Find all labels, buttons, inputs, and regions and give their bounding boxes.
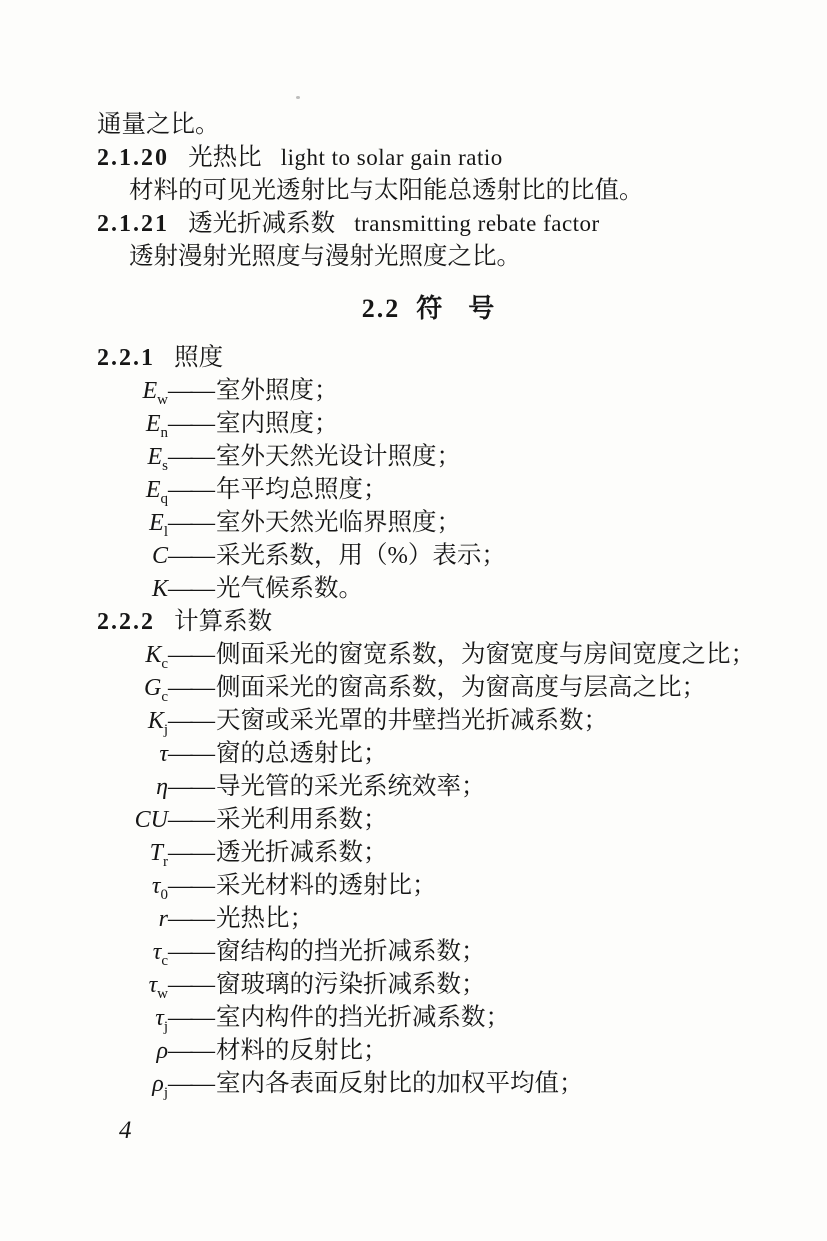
symbol bbox=[97, 474, 168, 507]
symbol-row bbox=[97, 1067, 787, 1100]
symbol-description: 窗玻璃的污染折减系数； bbox=[216, 971, 486, 998]
scan-speck bbox=[296, 96, 300, 99]
symbol bbox=[97, 441, 168, 474]
symbol-base: K bbox=[147, 708, 164, 734]
symbol-row bbox=[97, 935, 787, 968]
term-name-en: transmitting rebate factor bbox=[354, 211, 600, 236]
symbol-subscript: r bbox=[163, 853, 168, 870]
symbol-row bbox=[97, 638, 787, 671]
dash: —— bbox=[168, 377, 213, 404]
term-name-zh: 透光折减系数 bbox=[188, 210, 336, 237]
symbol-base: K bbox=[145, 642, 162, 668]
symbol bbox=[97, 1035, 168, 1068]
term-entry bbox=[97, 141, 787, 207]
term-heading-line bbox=[97, 141, 787, 174]
symbol bbox=[97, 870, 168, 903]
symbol bbox=[97, 705, 168, 738]
section-heading bbox=[83, 292, 773, 326]
carryover-text: 通量之比。 bbox=[97, 111, 220, 138]
symbol-row bbox=[97, 440, 787, 473]
term-heading-line bbox=[97, 207, 787, 240]
symbol-description: 光气候系数。 bbox=[216, 575, 363, 602]
dash: —— bbox=[168, 641, 213, 668]
symbol-row bbox=[97, 1001, 787, 1034]
symbol-row bbox=[97, 572, 787, 605]
symbol-base: E bbox=[147, 444, 163, 470]
symbol-description: 室内构件的挡光折减系数； bbox=[216, 1004, 510, 1031]
symbol-base: E bbox=[142, 378, 158, 404]
symbol-list-coefficients bbox=[97, 638, 787, 1100]
symbol-base: ρ bbox=[156, 1038, 168, 1064]
term-number: 2.1.20 bbox=[97, 145, 169, 171]
page-number: 4 bbox=[119, 1117, 132, 1144]
symbol bbox=[97, 540, 168, 573]
symbol-description: 室内各表面反射比的加权平均值； bbox=[216, 1070, 584, 1097]
dash: —— bbox=[168, 740, 213, 767]
symbol-row bbox=[97, 539, 787, 572]
symbol-subscript: j bbox=[163, 721, 168, 738]
term-name-en: light to solar gain ratio bbox=[280, 145, 503, 170]
dash: —— bbox=[168, 674, 213, 701]
symbol-base: τ bbox=[155, 1005, 164, 1031]
symbol-base: ρ bbox=[152, 1071, 164, 1097]
symbol bbox=[97, 1002, 168, 1035]
symbol-description: 采光系数，用（%）表示； bbox=[216, 542, 506, 569]
symbol bbox=[97, 375, 168, 408]
symbol-description: 侧面采光的窗高系数，为窗高度与层高之比； bbox=[216, 674, 706, 701]
symbol-row bbox=[97, 968, 787, 1001]
symbol-row bbox=[97, 704, 787, 737]
symbol bbox=[97, 771, 168, 804]
term-name-zh: 光热比 bbox=[188, 144, 262, 171]
symbol-description: 材料的反射比； bbox=[216, 1037, 388, 1064]
symbol-description: 天窗或采光罩的井壁挡光折减系数； bbox=[216, 707, 608, 734]
symbol-row bbox=[97, 869, 787, 902]
symbol-description: 光热比； bbox=[216, 905, 314, 932]
symbol-base: τ bbox=[159, 741, 168, 767]
dash: —— bbox=[168, 575, 213, 602]
symbol-base: τ bbox=[151, 873, 161, 899]
symbol-description: 室外天然光设计照度； bbox=[216, 443, 461, 470]
section-title: 符 号 bbox=[416, 294, 495, 323]
subsection-number: 2.2.2 bbox=[97, 609, 155, 635]
dash: —— bbox=[168, 872, 213, 899]
symbol-description: 透光折减系数； bbox=[216, 839, 388, 866]
dash: —— bbox=[168, 443, 213, 470]
symbol-row bbox=[97, 671, 787, 704]
symbol-base: CU bbox=[134, 807, 168, 833]
page-content bbox=[97, 108, 787, 1147]
symbol-description: 年平均总照度； bbox=[216, 476, 388, 503]
subsection-title: 计算系数 bbox=[174, 608, 273, 635]
symbol-base: τ bbox=[152, 939, 162, 965]
dash: —— bbox=[168, 410, 213, 437]
section-number: 2.2 bbox=[361, 294, 401, 323]
symbol bbox=[97, 738, 168, 771]
symbol-description: 室外天然光临界照度； bbox=[216, 509, 461, 536]
symbol-row bbox=[97, 407, 787, 440]
symbol-row bbox=[97, 836, 787, 869]
symbol-base: C bbox=[151, 543, 168, 569]
symbol-base: E bbox=[145, 411, 161, 437]
symbol-description: 室外照度； bbox=[216, 377, 339, 404]
symbol bbox=[97, 1068, 168, 1101]
symbol-row bbox=[97, 374, 787, 407]
symbol-row bbox=[97, 737, 787, 770]
symbol bbox=[97, 837, 168, 870]
symbol-description: 窗结构的挡光折减系数； bbox=[216, 938, 486, 965]
dash: —— bbox=[168, 509, 213, 536]
symbol-row bbox=[97, 770, 787, 803]
symbol-base: η bbox=[156, 774, 168, 800]
term-number: 2.1.21 bbox=[97, 211, 169, 237]
symbol-subscript: l bbox=[163, 523, 168, 540]
symbol-base: K bbox=[151, 576, 168, 602]
symbol-subscript: w bbox=[157, 391, 168, 408]
dash: —— bbox=[168, 476, 213, 503]
dash: —— bbox=[168, 806, 213, 833]
subsection-number: 2.2.1 bbox=[97, 345, 155, 371]
symbol-list-illuminance bbox=[97, 374, 787, 605]
symbol-description: 窗的总透射比； bbox=[216, 740, 388, 767]
symbol-subscript: j bbox=[163, 1018, 168, 1035]
dash: —— bbox=[168, 839, 213, 866]
symbol-row bbox=[97, 473, 787, 506]
symbol-row bbox=[97, 803, 787, 836]
dash: —— bbox=[168, 1004, 213, 1031]
symbol-description: 侧面采光的窗宽系数，为窗宽度与房间宽度之比； bbox=[216, 641, 755, 668]
subsection-heading bbox=[97, 341, 787, 374]
symbol bbox=[97, 573, 168, 606]
symbol bbox=[97, 507, 168, 540]
dash: —— bbox=[168, 938, 213, 965]
dash: —— bbox=[168, 905, 213, 932]
symbol-subscript: c bbox=[161, 952, 168, 969]
symbol-base: r bbox=[158, 906, 168, 932]
symbol-description: 导光管的采光系统效率； bbox=[216, 773, 486, 800]
symbol-base: T bbox=[149, 840, 163, 866]
symbol-subscript: q bbox=[160, 490, 168, 507]
symbol-base: E bbox=[149, 510, 164, 536]
dash: —— bbox=[168, 971, 213, 998]
symbol-description: 采光材料的透射比； bbox=[216, 872, 437, 899]
terms-list bbox=[97, 141, 787, 273]
subsection-title: 照度 bbox=[174, 344, 224, 371]
symbol-base: G bbox=[143, 675, 162, 701]
symbol bbox=[97, 903, 168, 936]
symbol-row bbox=[97, 506, 787, 539]
symbol-base: τ bbox=[148, 972, 158, 998]
symbol-subscript: j bbox=[163, 1084, 168, 1101]
symbol-base: E bbox=[145, 477, 161, 503]
symbol bbox=[97, 639, 168, 672]
dash: —— bbox=[168, 1070, 213, 1097]
subsection-heading bbox=[97, 605, 787, 638]
dash: —— bbox=[168, 707, 213, 734]
symbol bbox=[97, 969, 168, 1002]
symbol-subscript: n bbox=[160, 424, 168, 441]
symbol-row bbox=[97, 902, 787, 935]
symbol-subscript: c bbox=[161, 688, 168, 705]
symbol bbox=[97, 408, 168, 441]
symbol-subscript: s bbox=[162, 457, 168, 474]
symbol bbox=[97, 672, 168, 705]
symbol bbox=[97, 804, 168, 837]
symbol-subscript: 0 bbox=[160, 886, 168, 903]
term-entry bbox=[97, 207, 787, 273]
symbol bbox=[97, 936, 168, 969]
symbol-description: 采光利用系数； bbox=[216, 806, 388, 833]
term-definition: 透射漫射光照度与漫射光照度之比。 bbox=[129, 243, 521, 270]
symbol-subscript: c bbox=[161, 655, 168, 672]
symbol-subscript: w bbox=[157, 985, 168, 1002]
dash: —— bbox=[168, 773, 213, 800]
dash: —— bbox=[168, 1037, 213, 1064]
term-definition: 材料的可见光透射比与太阳能总透射比的比值。 bbox=[129, 177, 644, 204]
dash: —— bbox=[168, 542, 213, 569]
symbol-description: 室内照度； bbox=[216, 410, 339, 437]
symbol-row bbox=[97, 1034, 787, 1067]
